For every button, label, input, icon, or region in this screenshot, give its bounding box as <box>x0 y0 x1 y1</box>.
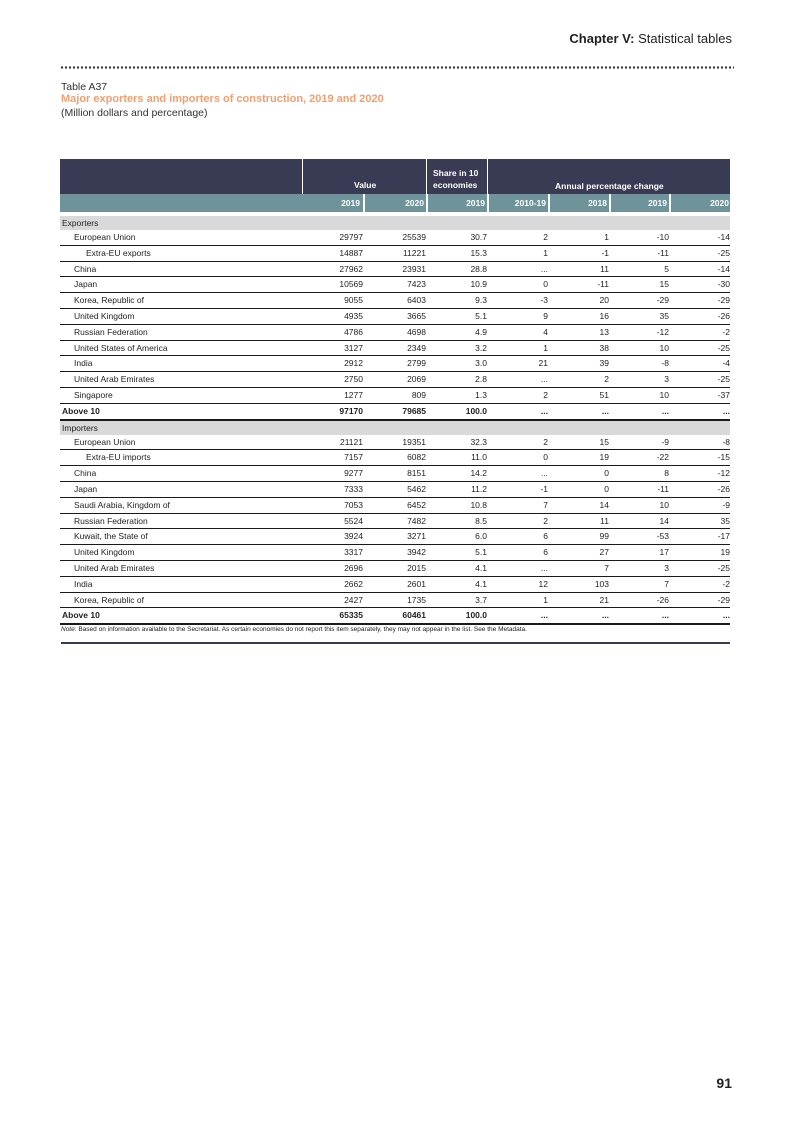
row-label: European Union <box>74 436 136 447</box>
row-label: India <box>74 578 93 589</box>
cell-value: -25 <box>717 247 730 258</box>
cell-value: 3127 <box>344 342 363 353</box>
table-row <box>60 356 730 372</box>
cell-value: 51 <box>599 389 609 400</box>
dotted-divider <box>60 66 734 69</box>
cell-value: 7482 <box>407 515 426 526</box>
cell-value: -53 <box>656 531 669 542</box>
cell-value: 2 <box>543 515 548 526</box>
row-label: Extra-EU imports <box>86 452 151 463</box>
row-label: United States of America <box>74 342 168 353</box>
table-number: Table A37 <box>61 81 108 93</box>
cell-value: 25539 <box>402 232 426 242</box>
table-row <box>60 593 730 609</box>
row-label: Singapore <box>74 389 113 400</box>
cell-value: -30 <box>717 279 730 290</box>
table-row <box>60 309 730 325</box>
col-value-2019: 2019 <box>341 198 360 208</box>
cell-value: -17 <box>717 531 730 542</box>
cell-value: 32.3 <box>470 436 487 447</box>
row-label: Japan <box>74 483 98 494</box>
col-change-2020: 2020 <box>710 198 729 208</box>
row-label: European Union <box>74 232 136 242</box>
cell-value: -26 <box>717 310 730 321</box>
table-body <box>60 216 730 625</box>
cell-value: 10.8 <box>470 499 487 510</box>
cell-value: 5.1 <box>475 310 487 321</box>
cell-value: 0 <box>604 483 609 494</box>
cell-value: -15 <box>717 452 730 463</box>
cell-value: 7157 <box>344 452 363 463</box>
table-subtitle: (Million dollars and percentage) <box>61 107 208 119</box>
table-row <box>60 262 730 278</box>
chapter-header <box>569 31 732 46</box>
row-label: United Arab Emirates <box>74 562 155 573</box>
cell-value: 29797 <box>339 232 363 242</box>
cell-value: 14887 <box>339 247 363 258</box>
cell-value: 3.2 <box>475 342 487 353</box>
cell-value: ... <box>661 610 669 621</box>
cell-value: 10.9 <box>470 279 487 290</box>
cell-value: 35 <box>720 515 730 526</box>
cell-value: 30.7 <box>470 232 487 242</box>
cell-value: 15 <box>659 279 669 290</box>
cell-value: 2 <box>604 374 609 385</box>
cell-value: 2349 <box>407 342 426 353</box>
cell-value: 14 <box>599 499 609 510</box>
cell-value: 4.9 <box>475 326 487 337</box>
note-text: : Based on information available to the Secretariat. As certain economies do not report this item separately, they may not appear in the list. See the Metadata. <box>74 626 527 633</box>
cell-value: 21121 <box>339 436 363 447</box>
cell-value: 2 <box>543 232 548 242</box>
cell-value: -11 <box>597 279 609 290</box>
cell-value: 35 <box>659 310 669 321</box>
col-change-2010-19: 2010-19 <box>514 198 546 208</box>
cell-value: 0 <box>543 452 548 463</box>
cell-value: -29 <box>717 295 730 306</box>
cell-value: -11 <box>657 483 669 494</box>
col-value-2020: 2020 <box>405 198 424 208</box>
data-table <box>60 159 730 625</box>
cell-value: 7 <box>664 578 669 589</box>
cell-value: 17 <box>659 547 669 558</box>
cell-value: -25 <box>717 562 730 573</box>
cell-value: 6403 <box>407 295 426 306</box>
cell-value: 2 <box>543 436 548 447</box>
cell-value: -14 <box>717 263 730 274</box>
cell-value: 2912 <box>344 358 363 369</box>
cell-value: 2601 <box>407 578 426 589</box>
table-header-top <box>60 159 730 194</box>
cell-value: 6082 <box>407 452 426 463</box>
row-label: China <box>74 263 97 274</box>
cell-value: -25 <box>717 374 730 385</box>
row-label: China <box>74 468 97 479</box>
table-row <box>60 372 730 388</box>
cell-value: 7333 <box>344 483 363 494</box>
cell-value: 1735 <box>407 594 426 605</box>
table-row <box>60 561 730 577</box>
table-row <box>60 293 730 309</box>
cell-value: -8 <box>661 358 669 369</box>
cell-value: -29 <box>656 295 669 306</box>
cell-value: 11.0 <box>471 452 487 463</box>
cell-value: 1 <box>543 594 548 605</box>
cell-value: 100.0 <box>465 405 487 416</box>
cell-value: 8.5 <box>475 515 487 526</box>
cell-value: -10 <box>656 232 669 242</box>
col-change-2019: 2019 <box>648 198 667 208</box>
cell-value: 21 <box>538 358 548 369</box>
cell-value: -4 <box>722 358 730 369</box>
cell-value: 3942 <box>407 547 426 558</box>
cell-value: 4935 <box>344 310 363 321</box>
cell-value: -9 <box>661 436 669 447</box>
row-label: Korea, Republic of <box>74 594 144 605</box>
row-label: Extra-EU exports <box>86 247 151 258</box>
cell-value: 23931 <box>402 263 426 274</box>
cell-value: -12 <box>656 326 669 337</box>
cell-value: 8151 <box>407 468 426 479</box>
cell-value: 3924 <box>344 531 363 542</box>
table-row <box>60 450 730 466</box>
cell-value: ... <box>722 405 730 416</box>
cell-value: ... <box>540 263 548 274</box>
cell-value: ... <box>540 468 548 479</box>
cell-value: 2.8 <box>475 374 487 385</box>
row-label: Japan <box>74 279 98 290</box>
table-row <box>60 577 730 593</box>
table-row <box>60 277 730 293</box>
cell-value: 3271 <box>407 531 426 542</box>
cell-value: 2662 <box>344 578 363 589</box>
row-label: Above 10 <box>62 405 100 416</box>
cell-value: 5.1 <box>475 547 487 558</box>
share-header-line2: economies <box>433 180 478 190</box>
cell-value: ... <box>601 610 609 621</box>
cell-value: 4 <box>543 326 548 337</box>
share-header-line1: Share in 10 <box>433 168 479 178</box>
row-label: United Kingdom <box>74 547 135 558</box>
note-label: Note <box>61 626 75 633</box>
cell-value: ... <box>661 405 669 416</box>
cell-value: 7423 <box>407 279 426 290</box>
cell-value: -1 <box>540 483 548 494</box>
value-header: Value <box>354 180 377 190</box>
cell-value: 5 <box>664 263 669 274</box>
total-row <box>60 608 730 625</box>
cell-value: 39 <box>599 358 609 369</box>
cell-value: 13 <box>599 326 609 337</box>
cell-value: -29 <box>717 594 730 605</box>
cell-value: -14 <box>717 232 730 242</box>
cell-value: 2427 <box>344 594 363 605</box>
page-number: 91 <box>716 1075 732 1091</box>
cell-value: 20 <box>599 295 609 306</box>
cell-value: ... <box>540 405 548 416</box>
cell-value: 4.1 <box>475 562 487 573</box>
table-title: Major exporters and importers of construction, 2019 and 2020 <box>61 93 384 105</box>
row-label: Kuwait, the State of <box>74 531 148 542</box>
cell-value: 2069 <box>407 374 426 385</box>
table-row <box>60 529 730 545</box>
cell-value: -26 <box>717 483 730 494</box>
cell-value: 9 <box>543 310 548 321</box>
row-label: Russian Federation <box>74 515 148 526</box>
change-header: Annual percentage change <box>555 181 664 191</box>
cell-value: -25 <box>717 342 730 353</box>
table-row <box>60 498 730 514</box>
total-row <box>60 404 730 421</box>
cell-value: ... <box>540 562 548 573</box>
cell-value: ... <box>722 610 730 621</box>
cell-value: -1 <box>601 247 609 258</box>
table-row <box>60 514 730 530</box>
cell-value: 65335 <box>339 610 363 621</box>
cell-value: 14 <box>659 515 669 526</box>
cell-value: -11 <box>657 247 669 258</box>
table-row <box>60 325 730 341</box>
cell-value: 9277 <box>344 468 363 479</box>
cell-value: 27 <box>599 547 609 558</box>
cell-value: 16 <box>599 310 609 321</box>
col-share-2019: 2019 <box>466 198 485 208</box>
cell-value: 3317 <box>344 547 363 558</box>
cell-value: 10569 <box>339 279 363 290</box>
table-row <box>60 246 730 262</box>
cell-value: 1 <box>543 247 548 258</box>
row-label: United Kingdom <box>74 310 135 321</box>
cell-value: -2 <box>722 326 730 337</box>
table-row <box>60 341 730 357</box>
table-row <box>60 466 730 482</box>
table-row <box>60 482 730 498</box>
cell-value: -37 <box>717 389 730 400</box>
cell-value: 14.2 <box>470 468 487 479</box>
cell-value: ... <box>601 405 609 416</box>
cell-value: 1277 <box>344 389 363 400</box>
cell-value: 10 <box>659 499 669 510</box>
cell-value: 10 <box>659 389 669 400</box>
cell-value: 27962 <box>339 263 363 274</box>
table-row <box>60 230 730 246</box>
cell-value: 3665 <box>407 310 426 321</box>
section-label: Exporters <box>60 216 730 230</box>
cell-value: 9055 <box>344 295 363 306</box>
cell-value: 2799 <box>407 358 426 369</box>
table-header-sub <box>60 194 730 212</box>
cell-value: 21 <box>599 594 609 605</box>
cell-value: 60461 <box>402 610 426 621</box>
cell-value: 7 <box>543 499 548 510</box>
cell-value: 3 <box>664 562 669 573</box>
cell-value: 8 <box>664 468 669 479</box>
cell-value: 9.3 <box>475 295 487 306</box>
cell-value: 2 <box>543 389 548 400</box>
cell-value: 11221 <box>402 247 426 258</box>
cell-value: 19 <box>599 452 609 463</box>
row-label: Saudi Arabia, Kingdom of <box>74 499 170 510</box>
row-label: Russian Federation <box>74 326 148 337</box>
cell-value: 3.7 <box>475 594 487 605</box>
cell-value: -3 <box>540 295 548 306</box>
cell-value: 6.0 <box>475 531 487 542</box>
cell-value: 0 <box>543 279 548 290</box>
table-note <box>61 626 730 644</box>
cell-value: 2696 <box>344 562 363 573</box>
cell-value: 7053 <box>344 499 363 510</box>
chapter-title: Statistical tables <box>638 31 732 46</box>
col-change-2018: 2018 <box>588 198 607 208</box>
cell-value: -2 <box>722 578 730 589</box>
cell-value: 2015 <box>407 562 426 573</box>
cell-value: 7 <box>604 562 609 573</box>
cell-value: 3.0 <box>475 358 487 369</box>
cell-value: 11 <box>600 515 609 526</box>
cell-value: 15 <box>599 436 609 447</box>
cell-value: 103 <box>594 578 609 589</box>
cell-value: 5524 <box>344 515 363 526</box>
cell-value: 4786 <box>344 326 363 337</box>
cell-value: 1 <box>543 342 548 353</box>
cell-value: 12 <box>538 578 548 589</box>
cell-value: 15.3 <box>470 247 487 258</box>
cell-value: 97170 <box>339 405 363 416</box>
table-row <box>60 388 730 404</box>
cell-value: 79685 <box>402 405 426 416</box>
row-label: Above 10 <box>62 610 100 621</box>
cell-value: 6452 <box>407 499 426 510</box>
table-row <box>60 545 730 561</box>
cell-value: ... <box>540 610 548 621</box>
cell-value: 1 <box>604 232 609 242</box>
cell-value: 1.3 <box>475 389 487 400</box>
cell-value: 3 <box>664 374 669 385</box>
cell-value: 38 <box>599 342 609 353</box>
cell-value: 28.8 <box>470 263 487 274</box>
cell-value: -9 <box>722 499 730 510</box>
cell-value: -8 <box>722 436 730 447</box>
cell-value: 809 <box>411 389 426 400</box>
cell-value: 0 <box>604 468 609 479</box>
row-label: India <box>74 358 93 369</box>
table-row <box>60 435 730 451</box>
cell-value: 4698 <box>407 326 426 337</box>
section-label: Importers <box>60 421 730 435</box>
row-label: Korea, Republic of <box>74 295 144 306</box>
cell-value: 99 <box>599 531 609 542</box>
cell-value: 6 <box>543 531 548 542</box>
cell-value: -26 <box>656 594 669 605</box>
row-label: United Arab Emirates <box>74 374 155 385</box>
cell-value: 5462 <box>407 483 426 494</box>
cell-value: 6 <box>543 547 548 558</box>
cell-value: 19 <box>720 547 730 558</box>
cell-value: 2750 <box>344 374 363 385</box>
chapter-label: Chapter V: <box>569 31 635 46</box>
cell-value: 4.1 <box>475 578 487 589</box>
cell-value: 100.0 <box>465 610 487 621</box>
cell-value: -22 <box>656 452 669 463</box>
cell-value: -12 <box>717 468 730 479</box>
cell-value: 11.2 <box>471 483 487 494</box>
cell-value: 19351 <box>402 436 426 447</box>
cell-value: 10 <box>659 342 669 353</box>
cell-value: 11 <box>600 263 609 274</box>
cell-value: ... <box>540 374 548 385</box>
